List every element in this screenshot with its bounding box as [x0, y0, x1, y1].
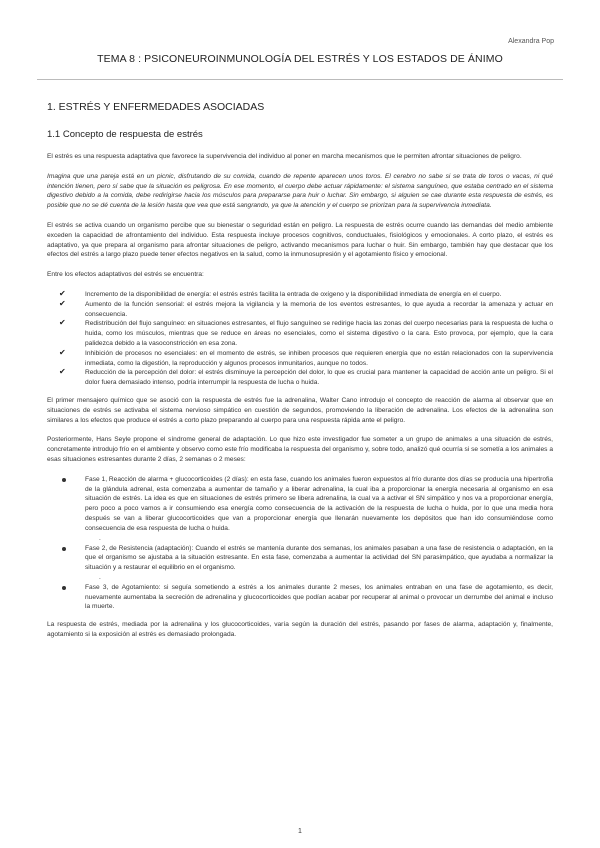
section-heading: 1. ESTRÉS Y ENFERMEDADES ASOCIADAS — [47, 101, 265, 113]
document-title: TEMA 8 : PSICONEUROINMUNOLOGÍA DEL ESTRÉS Y LOS ESTADOS DE ÁNIMO — [97, 53, 503, 65]
check-icon: ✔ — [59, 298, 66, 308]
list-item: Fase 3, de Agotamiento: si seguía sometiendo a estrés a los animales durante 2 meses, los animales entraban en una fase de agotamiento, es decir, nuevamente aumentaba la secreción de adrenalina y glucocorticoides que podían acabar por recuperar al animal o provocar un derrumbe del animal e incluso la muerte. — [85, 583, 553, 612]
paragraph-example: Imagina que una pareja está en un picnic, disfrutando de su comida, cuando de repente aparecen unos toros. El cerebro no sabe si se trata de toros o vacas, ni qué intención tienen, pero sí sabe que la situación es peligrosa. En ese momento, el cuerpo debe actuar rápidamente: el sistema sanguíneo, que estaba centrado en el sistema digestivo debido a la comida, debe redirigirse hacia los músculos para prepararse para huir o luchar. Sin embargo, si alguien se cae durante esta respuesta de estrés, es posible que no se dé cuenta de la lesión hasta que vea que está sangrando, ya que la atención y el cuerpo se priorizan para la supervivencia inmediata. — [47, 172, 553, 210]
bullet-icon — [62, 586, 66, 590]
list-item: ✔ Incremento de la disponibilidad de energía: el estrés estrés facilita la entrada de oxígeno y la disponibilidad inmediata de energía en el cuerpo. — [59, 288, 502, 298]
list-item: ✔ Aumento de la función sensorial: el estrés mejora la vigilancia y la memoria de los eventos estresantes, lo que ayuda a recordar la amenaza y actuar en consecuencia. — [59, 298, 553, 318]
paragraph-intro: El estrés es una respuesta adaptativa que favorece la supervivencia del individuo al poner en marcha mecanismos que le permiten afrontar situaciones de peligro. — [47, 153, 522, 160]
paragraph-activation: El estrés se activa cuando un organismo percibe que su bienestar o seguridad están en peligro. La respuesta de estrés ocurre cuando las demandas del medio ambiente exceden la capacidad de afrontamiento del individuo. Esta respuesta incluye procesos cognitivos, conductuales, fisiológicos y emocionales. A corto plazo, el estrés es adaptativo, ya que prepara al organismo para afrontar situaciones de peligro, activando mecanismos para luchar o huir. Sin embargo, también hay que destacar que los efectos del estrés a largo plazo puede tener efectos negativos en la salud, como la inmunosupresión y el agotamiento físico y emocional. — [47, 221, 553, 259]
title-divider — [37, 79, 563, 80]
list-item: ✔ Reducción de la percepción del dolor: el estrés disminuye la percepción del dolor, lo que es crucial para mantener la capacidad de acción ante un peligro. Si el dolor fuera demasiado intenso, podría interrumpir la respuesta de lucha o huida. — [59, 367, 553, 387]
check-icon: ✔ — [59, 288, 66, 298]
phases-list — [47, 475, 553, 613]
list-item: Fase 1, Reacción de alarma + glucocorticoides (2 días): en esta fase, cuando los animales fueron expuestos al frío durante dos días se producía una hipertrofia de la glándula adrenal, esta comenzaba a aumentar de tamaño y a liberar adrenalina, la cual iba a proporcionar la energía necesaria al organismo en esa situación de estrés. La idea es que en situaciones de estrés primero se libera adrenalina, la cual va a activar el SN simpático y nos va a proporcionar energía, pero poco a poco vamos a ir consumiendo esa energía como consecuencia de la activación de la respuesta de lucha o huida, por lo que una media hora después se van a liberar glucocorticoides que van a proporcionar energía que llenarán nuevamente los depósitos que han ido consumiéndose como consecuencia de esa respuesta de lucha o huida. — [85, 475, 553, 534]
page-number: 1 — [298, 828, 302, 835]
check-icon: ✔ — [59, 367, 66, 377]
list-separator: . — [99, 534, 101, 542]
bullet-icon — [62, 478, 66, 482]
paragraph-seyle: Posteriormente, Hans Seyle propone el síndrome general de adaptación. Lo que hizo este investigador fue someter a un grupo de animales a una situación de estrés, concretamente introdujo frío en el ambiente y observo como este frío modificaba la respuesta del organismo y, sobre todo, analizó qué ocurría si se sometía a los animales a esas situaciones estresantes durante 2 días, 2 semanas o 2 meses: — [47, 436, 553, 463]
bullet-icon — [62, 547, 66, 551]
list-item: ✔ Redistribución del flujo sanguíneo: en situaciones estresantes, el flujo sanguíneo se redirige hacia las zonas del cuerpo necesarias para la respuesta de lucha o huida, como los músculos, mientras que se reduce en áreas no esenciales, como el sistema digestivo o la cara. Esto provoca, por ejemplo, que la cara palidezca debido a la vasoconstricción en esa zona. — [59, 318, 553, 347]
list-separator: . — [99, 573, 101, 581]
adaptive-effects-list — [47, 290, 553, 388]
paragraph-conclusion: La respuesta de estrés, mediada por la adrenalina y los glucocorticoides, varía según la duración del estrés, pasando por fases de alarma, adaptación y, finalmente, agotamiento si la exposición al estrés es demasiado prolongada. — [47, 621, 553, 639]
document-body — [47, 152, 553, 650]
list-item: ✔ Inhibición de procesos no esenciales: en el momento de estrés, se inhiben procesos que requieren energía que no están relacionados con la supervivencia inmediata, como la digestión, la reproducción y algunos procesos inmunitarios, aunque no todos. — [59, 347, 553, 367]
paragraph-effects-intro: Entre los efectos adaptativos del estrés se encuentra: — [47, 271, 204, 279]
subsection-heading: 1.1 Concepto de respuesta de estrés — [47, 129, 203, 140]
paragraph-adrenaline: El primer mensajero químico que se asoció con la respuesta de estrés fue la adrenalina, Walter Cano introdujo el concepto de reacción de alarma al observar que en situaciones de estrés se activaba el sistema nervioso simpático en cuestión de segundos, promoviendo la liberación de adrenalina. Los efectos de la adrenalina son similares a los efectos que produce el estrés a corto plazo preparando al cuerpo para una respuesta rápida ante el peligro. — [47, 396, 553, 424]
list-item: Fase 2, de Resistencia (adaptación): Cuando el estrés se mantenía durante dos semanas, los animales pasaban a una fase de resistencia o adaptación, en la que el organismo se ajustaba a la situación estresante. En esta fase, comenzaba a aumentar la actividad del SN parasimpático, que ayudaba a normalizar la situación y a restaurar el equilibrio en el organismo. — [85, 544, 553, 573]
author-name: Alexandra Pop — [508, 38, 554, 45]
check-icon: ✔ — [59, 347, 66, 357]
check-icon: ✔ — [59, 318, 66, 328]
